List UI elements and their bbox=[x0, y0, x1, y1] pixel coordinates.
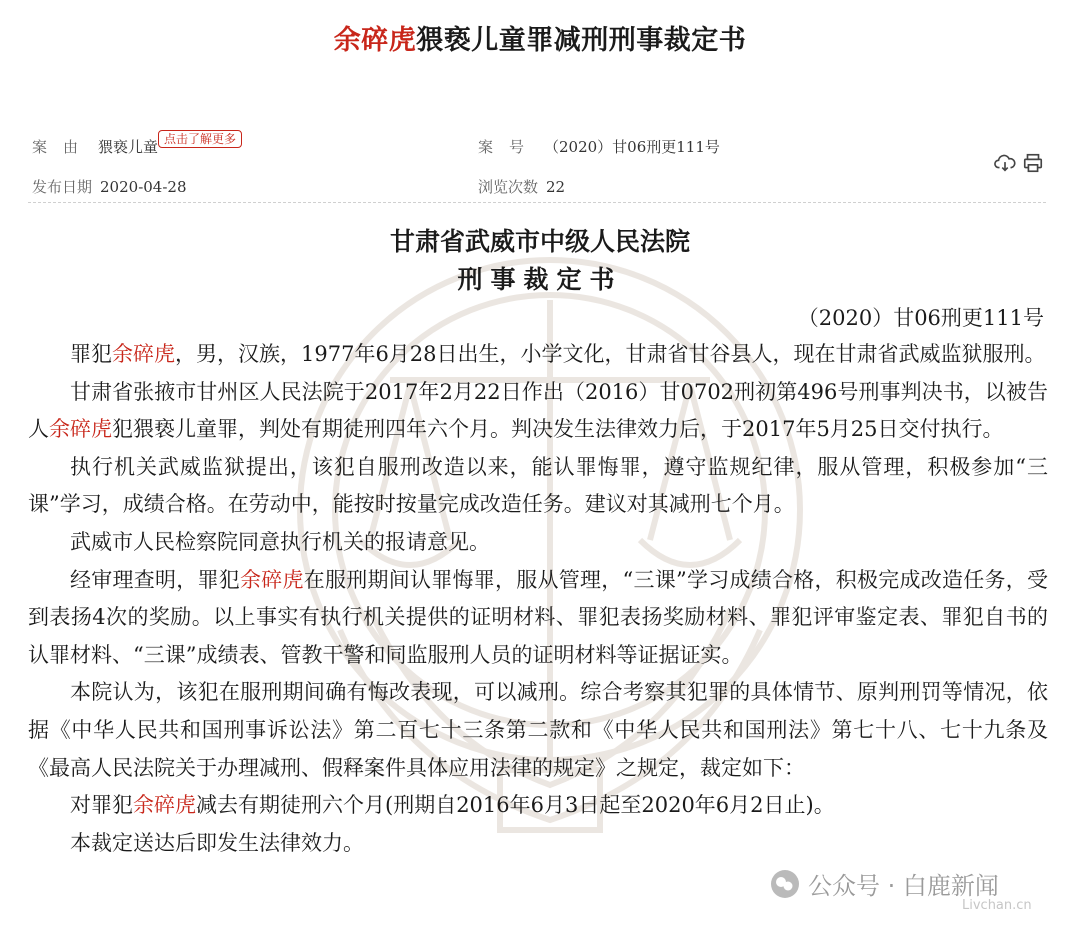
meta-case-number bbox=[478, 136, 720, 157]
cause-label: 案由 bbox=[32, 138, 78, 156]
date-label: 发布日期 bbox=[32, 178, 93, 196]
title-text: 猥亵儿童罪减刑刑事裁定书 bbox=[416, 25, 747, 56]
date-value: 2020-04-28 bbox=[100, 178, 187, 196]
meta-cause bbox=[32, 132, 242, 157]
meta-publish-date bbox=[32, 176, 187, 197]
paragraph-defendant-info: 罪犯余碎虎，男，汉族，1977年6月28日出生，小学文化，甘肃省甘谷县人，现在甘肃省武威监狱服刑。 bbox=[70, 342, 1046, 366]
learn-more-badge[interactable]: 点击了解更多 bbox=[158, 130, 242, 148]
document-type: 刑事裁定书 bbox=[457, 265, 623, 294]
watermark-site: Livchan.cn bbox=[962, 898, 1032, 913]
defendant-name: 余碎虎 bbox=[112, 342, 175, 366]
wechat-logo-icon bbox=[770, 869, 800, 899]
printer-icon[interactable] bbox=[1022, 152, 1044, 174]
court-name: 甘肃省武威市中级人民法院 bbox=[389, 227, 690, 256]
defendant-name: 余碎虎 bbox=[133, 793, 196, 818]
meta-view-count bbox=[478, 176, 565, 197]
case-value: （2020）甘06刑更111号 bbox=[544, 138, 720, 156]
case-label: 案号 bbox=[478, 138, 524, 156]
defendant-name: 余碎虎 bbox=[240, 567, 304, 592]
cause-value: 猥亵儿童 bbox=[98, 138, 159, 156]
document-body bbox=[28, 336, 1048, 862]
page-title bbox=[0, 18, 1080, 57]
title-defendant-name: 余碎虎 bbox=[333, 25, 417, 56]
toolbar bbox=[994, 152, 1044, 174]
document-case-number: （2020）甘06刑更111号 bbox=[797, 306, 1044, 330]
header-divider bbox=[28, 202, 1046, 203]
paragraph-effect: 本裁定送达后即发生法律效力。 bbox=[70, 830, 364, 855]
watermark-text: 公众号 · 白鹿新闻 bbox=[808, 872, 999, 900]
wechat-watermark bbox=[770, 866, 999, 901]
paragraph-prison-proposal: 执行机关武威监狱提出，该犯自服刑改造以来，能认罪悔罪，遵守监规纪律，服从管理，积极参加“三课”学习，成绩合格。在劳动中，能按时按量完成改造任务。建议对其减刑七个月。 bbox=[28, 454, 1048, 517]
download-cloud-icon[interactable] bbox=[994, 152, 1016, 174]
paragraph-ruling: 对罪犯余碎虎减去有期徒刑六个月(刑期自2016年6月3日起至2020年6月2日止)。 bbox=[70, 793, 835, 818]
paragraph-procuratorate: 武威市人民检察院同意执行机关的报请意见。 bbox=[70, 529, 490, 554]
views-label: 浏览次数 bbox=[478, 178, 539, 196]
views-value: 22 bbox=[546, 178, 566, 196]
paragraph-original-judgment: 甘肃省张掖市甘州区人民法院于2017年2月22日作出（2016）甘0702刑初第496号刑事判决书，以被告人余碎虎犯猥亵儿童罪，判处有期徒刑四年六个月。判决发生法律效力后，于2017年5月25日交付执行。 bbox=[28, 379, 1048, 442]
defendant-name: 余碎虎 bbox=[49, 417, 112, 442]
paragraph-court-opinion: 本院认为，该犯在服刑期间确有悔改表现，可以减刑。综合考察其犯罪的具体情节、原判刑罚等情况，依据《中华人民共和国刑事诉讼法》第二百七十三条第二款和《中华人民共和国刑法》第七十八、七十九条及《最高人民法院关于办理减刑、假释案件具体应用法律的规定》之规定，裁定如下： bbox=[28, 680, 1048, 780]
paragraph-findings: 经审理查明，罪犯余碎虎在服刑期间认罪悔罪，服从管理，“三课”学习成绩合格，积极完成改造任务，受到表扬4次的奖励。以上事实有执行机关提供的证明材料、罪犯表扬奖励材料、罪犯评审鉴定表、罪犯自书的认罪材料、“三课”成绩表、管教干警和同监服刑人员的证明材料等证据证实。 bbox=[28, 567, 1049, 667]
